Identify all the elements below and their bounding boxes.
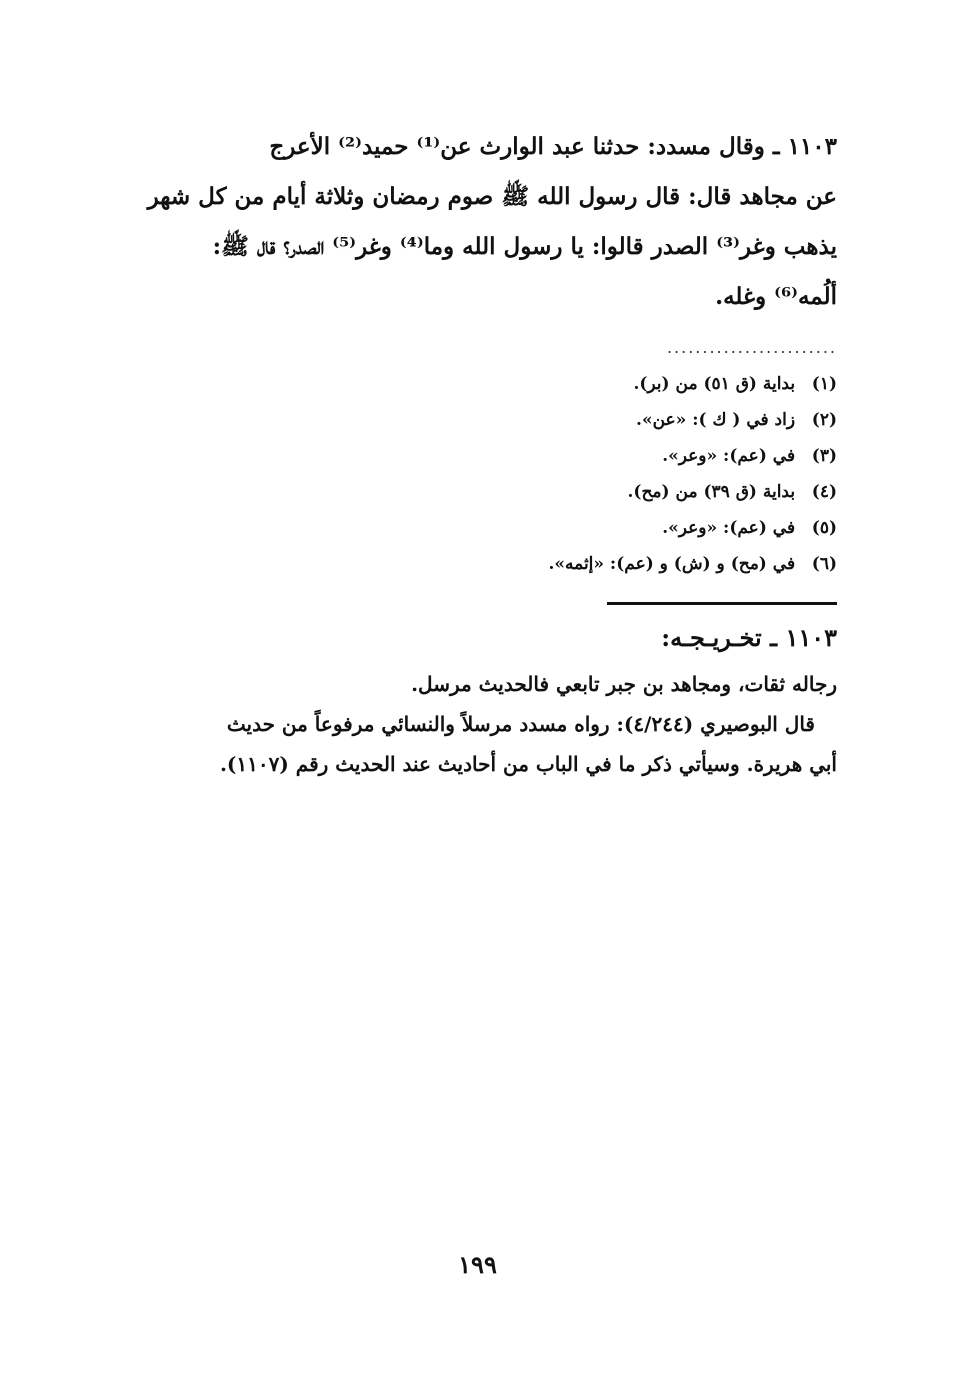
footnote-item <box>437 438 837 474</box>
footnotes-list <box>437 366 837 582</box>
footnote-number: (٢) <box>811 410 837 430</box>
takhrij-line: أبي هريرة. وسيأتي ذكر ما في الباب من أحاديث عند الحديث رقم (١١٠٧). <box>219 752 837 776</box>
hadith-line: يذهب وغر⁽³⁾ الصدر قالوا: يا رسول الله وما⁽⁴⁾ وغر⁽⁵⁾ الصدر؟ قال ﷺ: <box>212 233 837 260</box>
footnote-item <box>437 546 837 582</box>
footnote-number: (٤) <box>811 482 837 502</box>
footnote-item <box>437 366 837 402</box>
hadith-line: عن مجاهد قال: قال رسول الله ﷺ صوم رمضان وثلاثة أيام من كل شهر <box>147 183 837 210</box>
footnote-text: في (عم): «وعر». <box>662 518 796 538</box>
takhrij-body <box>117 664 837 784</box>
hadith-line: ألُمه⁽⁶⁾ وغله. <box>715 283 837 310</box>
footnote-number: (٦) <box>811 554 837 574</box>
footnote-number: (٥) <box>811 518 837 538</box>
footnote-item <box>437 402 837 438</box>
takhrij-line: قال البوصيري (٤/٢٤٤): رواه مسدد مرسلاً والنسائي مرفوعاً من حديث <box>226 712 815 736</box>
footnote-text: في (مح) و (ش) و (عم): «إثمه». <box>548 554 796 574</box>
section-divider <box>607 602 837 605</box>
hadith-text <box>117 122 837 322</box>
takhrij-heading: ١١٠٣ ـ تخـريـجـه: <box>661 623 837 652</box>
hadith-line: ١١٠٣ ـ وقال مسدد: حدثنا عبد الوارث عن⁽¹⁾ حميد⁽²⁾ الأعرج <box>269 133 837 160</box>
footnote-text: زاد في ( ك ): «عن». <box>636 410 796 430</box>
footnote-number: (٣) <box>811 446 837 466</box>
footnote-text: بداية (ق ٥١) من (بر). <box>633 374 796 394</box>
takhrij-line: رجاله ثقات، ومجاهد بن جبر تابعي فالحديث مرسل. <box>411 672 837 696</box>
footnote-number: (١) <box>811 374 837 394</box>
page-number: ١٩٩ <box>458 1250 497 1279</box>
footnote-item <box>437 474 837 510</box>
footnote-separator-dots: ........................ <box>666 338 837 357</box>
footnote-text: بداية (ق ٣٩) من (مح). <box>627 482 796 502</box>
footnote-text: في (عم): «وعر». <box>662 446 796 466</box>
footnote-item <box>437 510 837 546</box>
